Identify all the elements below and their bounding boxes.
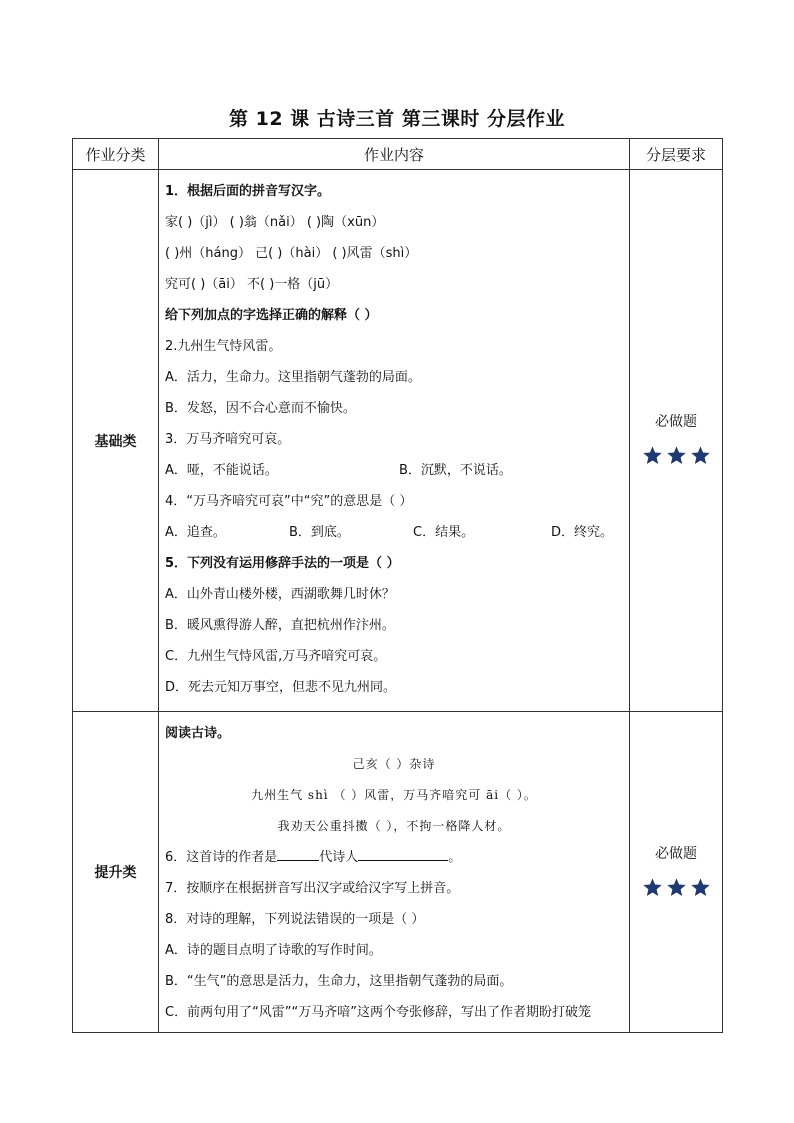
header-row — [73, 139, 723, 170]
header-content: 作业内容 — [159, 139, 630, 170]
q8-option-b: B．“生气”的意思是活力，生命力，这里指朝气蓬勃的局面。 — [165, 974, 513, 989]
question-4: 4．“万马齐喑究可哀”中“究”的意思是（ ） — [165, 494, 413, 509]
basic-row — [73, 170, 723, 712]
advanced-category: 提升类 — [73, 712, 159, 1033]
star-icon — [666, 445, 687, 466]
q8-option-c: C．前两句用了“风雷”“万马齐喑”这两个夸张修辞，写出了作者期盼打破笼 — [165, 1005, 592, 1020]
question-3: 3．万马齐喑究可哀。 — [165, 432, 291, 447]
basic-requirement — [630, 170, 723, 712]
basic-category: 基础类 — [73, 170, 159, 712]
reading-intro: 阅读古诗。 — [165, 726, 231, 741]
q6-prefix: 6．这首诗的作者是 — [165, 850, 278, 865]
q4-options — [165, 517, 623, 548]
q2-option-b: B．发怒，因不合心意而不愉快。 — [165, 401, 356, 416]
poem-title: 己亥（ ）杂诗 — [352, 757, 436, 771]
question-5: 5．下列没有运用修辞手法的一项是（ ） — [165, 556, 400, 571]
question-2: 2.九州生气恃风雷。 — [165, 339, 282, 354]
question-8: 8．对诗的理解，下列说法错误的一项是（ ） — [165, 912, 425, 927]
q5-option-a: A．山外青山楼外楼，西湖歌舞几时休？ — [165, 587, 395, 602]
homework-table — [72, 138, 723, 1033]
q3-options — [165, 455, 623, 486]
advanced-row — [73, 712, 723, 1033]
pinyin-line-1: 家( )（jì） ( )翁（nǎi） ( )陶（xūn） — [165, 215, 385, 230]
header-category: 作业分类 — [73, 139, 159, 170]
q4-option-b: B．到底。 — [289, 525, 350, 540]
q3-option-b: B．沉默，不说话。 — [399, 463, 512, 478]
advanced-content — [159, 712, 630, 1033]
q6-middle: 代诗人 — [319, 850, 359, 865]
q3-option-a: A．哑，不能说话。 — [165, 463, 278, 478]
pinyin-line-3: 究可( )（āi） 不( )一格（jū） — [165, 277, 339, 292]
q5-option-c: C．九州生气恃风雷,万马齐喑究可哀。 — [165, 649, 387, 664]
q2-option-a: A．活力，生命力。这里指朝气蓬勃的局面。 — [165, 370, 421, 385]
basic-star-rating — [642, 445, 711, 466]
question-7: 7．按顺序在根据拼音写出汉字或给汉字写上拼音。 — [165, 881, 460, 896]
star-icon — [642, 877, 663, 898]
q6-blank-poet — [358, 848, 448, 861]
q5-option-b: B．暖风熏得游人醉，直把杭州作汴州。 — [165, 618, 395, 633]
basic-requirement-label: 必做题 — [655, 414, 697, 430]
star-icon — [690, 877, 711, 898]
question-6 — [165, 842, 623, 873]
poem-line-2: 我劝天公重抖擞（ ），不拘一格降人材。 — [277, 819, 511, 833]
header-requirement: 分层要求 — [630, 139, 723, 170]
advanced-star-rating — [642, 877, 711, 898]
q4-option-c: C．结果。 — [413, 525, 475, 540]
q8-option-a: A．诗的题目点明了诗歌的写作时间。 — [165, 943, 382, 958]
advanced-requirement — [630, 712, 723, 1033]
q4-option-d: D．终究。 — [551, 525, 614, 540]
page-title: 第 12 课 古诗三首 第三课时 分层作业 — [228, 108, 565, 130]
star-icon — [666, 877, 687, 898]
basic-content — [159, 170, 630, 712]
question-intro: 给下列加点的字选择正确的解释（ ） — [165, 308, 378, 323]
advanced-requirement-label: 必做题 — [655, 845, 697, 862]
q6-end: 。 — [448, 850, 462, 865]
star-icon — [690, 445, 711, 466]
question-1: 1．根据后面的拼音写汉字。 — [165, 184, 331, 199]
q4-option-a: A．追查。 — [165, 525, 226, 540]
q6-blank-dynasty — [277, 848, 319, 861]
poem-line-1: 九州生气 shì （ ）风雷，万马齐喑究可 āi（ ）。 — [251, 788, 537, 802]
q5-option-d: D．死去元知万事空，但悲不见九州同。 — [165, 680, 397, 695]
pinyin-line-2: ( )州（háng） 己( )（hài） ( )风雷（shì） — [165, 246, 418, 261]
star-icon — [642, 445, 663, 466]
